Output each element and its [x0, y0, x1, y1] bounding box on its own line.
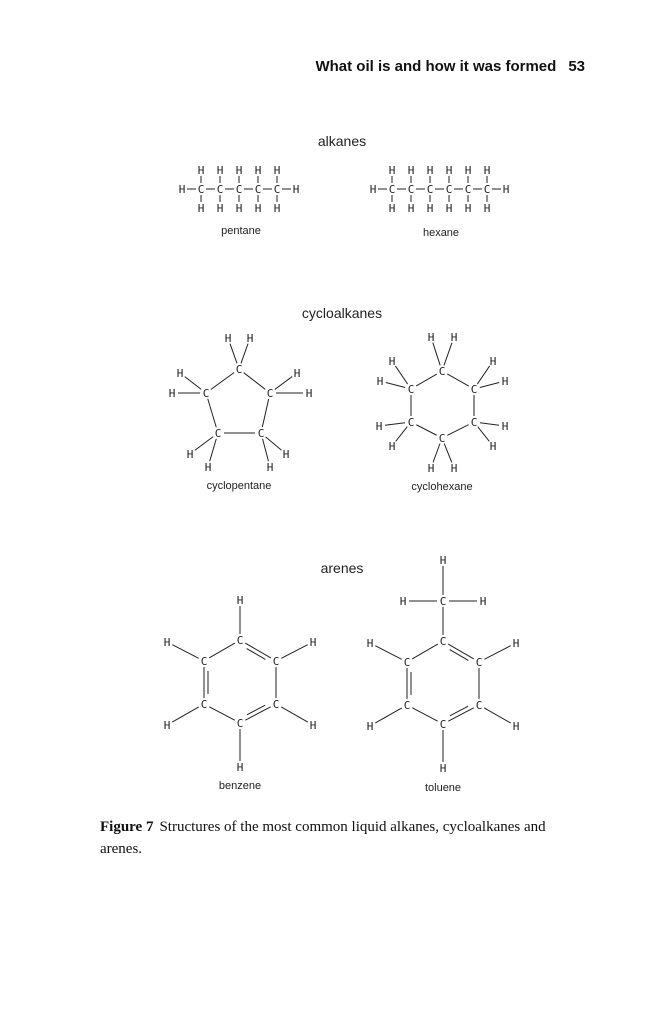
- hydrogen-atom: H: [489, 440, 497, 453]
- bond-line: [209, 707, 234, 720]
- carbon-atom: C: [388, 183, 396, 196]
- hydrogen-atom: H: [246, 332, 254, 345]
- bond-line: [209, 643, 235, 658]
- bond-line: [210, 439, 217, 461]
- bond-line: [447, 374, 469, 386]
- bond-line: [172, 645, 198, 659]
- hydrogen-atom: H: [450, 331, 458, 344]
- bond-line: [281, 707, 308, 722]
- carbon-atom: C: [254, 183, 262, 196]
- bond-line: [395, 366, 407, 384]
- bond-line: [416, 425, 436, 435]
- hydrogen-atom: H: [388, 355, 396, 368]
- bond-line: [444, 444, 452, 463]
- hydrogen-atom: H: [501, 375, 509, 388]
- bond-line: [478, 427, 490, 442]
- hydrogen-atom: H: [445, 164, 453, 177]
- bond-line: [484, 646, 510, 660]
- hydrogen-atom: H: [204, 461, 212, 474]
- hydrogen-atom: H: [483, 164, 491, 177]
- bond-line: [241, 344, 248, 364]
- carbon-atom: C: [403, 656, 411, 669]
- bond-line: [484, 708, 511, 723]
- hydrogen-atom: H: [512, 720, 520, 733]
- hydrogen-atom: H: [439, 762, 447, 775]
- hydrogen-atom: H: [163, 636, 171, 649]
- hydrogen-atom: H: [282, 448, 290, 461]
- bond-line: [262, 399, 268, 427]
- hydrogen-atom: H: [305, 387, 313, 400]
- hydrogen-atom: H: [178, 183, 186, 196]
- carbon-atom: C: [216, 183, 224, 196]
- hydrogen-atom: H: [388, 202, 396, 215]
- hydrogen-atom: H: [426, 164, 434, 177]
- carbon-atom: C: [464, 183, 472, 196]
- hydrogen-atom: H: [483, 202, 491, 215]
- carbon-atom: C: [200, 655, 208, 668]
- hydrogen-atom: H: [450, 462, 458, 475]
- cyclopentane-structure: [169, 332, 313, 474]
- hydrogen-atom: H: [501, 420, 509, 433]
- hydrogen-atom: H: [176, 367, 184, 380]
- bond-line: [208, 399, 217, 428]
- carbon-atom: C: [273, 183, 281, 196]
- carbon-atom: C: [439, 718, 447, 731]
- bond-line: [375, 646, 401, 660]
- carbon-atom: C: [272, 698, 280, 711]
- double-bond-line: [247, 649, 266, 660]
- cyclohexane-structure: [376, 331, 509, 475]
- carbon-atom: C: [214, 427, 222, 440]
- carbon-atom: C: [200, 698, 208, 711]
- carbon-atom: C: [426, 183, 434, 196]
- hydrogen-atom: H: [235, 202, 243, 215]
- hydrogen-atom: H: [445, 202, 453, 215]
- label-toluene: toluene: [424, 782, 462, 794]
- carbon-atom: C: [272, 655, 280, 668]
- bond-line: [433, 444, 440, 463]
- hydrogen-atom: H: [427, 462, 435, 475]
- double-bond-line: [247, 705, 265, 715]
- bond-line: [211, 373, 234, 390]
- running-head-title: What oil is and how it was formed: [315, 58, 557, 75]
- bond-line: [480, 382, 499, 387]
- hydrogen-atom: H: [216, 202, 224, 215]
- carbon-atom: C: [407, 383, 415, 396]
- hydrogen-atom: H: [407, 202, 415, 215]
- hydrogen-atom: H: [427, 331, 435, 344]
- carbon-atom: C: [407, 183, 415, 196]
- hydrogen-atom: H: [168, 387, 176, 400]
- bond-line: [385, 423, 405, 426]
- toluene-structure: [367, 554, 520, 775]
- bond-line: [386, 382, 405, 387]
- hexane-structure: [370, 164, 510, 215]
- caption-label: Figure 7: [100, 819, 154, 835]
- carbon-atom: C: [266, 387, 274, 400]
- hydrogen-atom: H: [369, 183, 377, 196]
- bond-line: [480, 423, 499, 425]
- pentane-structure: [179, 164, 300, 215]
- carbon-atom: C: [235, 183, 243, 196]
- hydrogen-atom: H: [236, 761, 244, 774]
- hydrogen-atom: H: [266, 461, 274, 474]
- label-benzene: benzene: [218, 780, 262, 792]
- hydrogen-atom: H: [197, 202, 205, 215]
- hydrogen-atom: H: [273, 202, 281, 215]
- hydrogen-atom: H: [366, 637, 374, 650]
- hydrogen-atom: H: [489, 355, 497, 368]
- bond-line: [412, 708, 437, 721]
- bond-line: [244, 373, 266, 390]
- hydrogen-atom: H: [407, 164, 415, 177]
- section-arenes: arenes: [320, 560, 364, 576]
- label-cyclohexane: cyclohexane: [411, 481, 473, 493]
- hydrogen-atom: H: [388, 440, 396, 453]
- hydrogen-atom: H: [292, 183, 300, 196]
- hydrogen-atom: H: [186, 448, 194, 461]
- hydrogen-atom: H: [235, 164, 243, 177]
- hydrogen-atom: H: [254, 164, 262, 177]
- page-number: 53: [568, 58, 585, 75]
- carbon-atom: C: [470, 383, 478, 396]
- double-bond-line: [450, 706, 468, 716]
- carbon-atom: C: [202, 387, 210, 400]
- carbon-atom: C: [236, 634, 244, 647]
- hydrogen-atom: H: [376, 375, 384, 388]
- carbon-atom: C: [439, 595, 447, 608]
- carbon-atom: C: [475, 656, 483, 669]
- bond-line: [230, 344, 237, 364]
- hydrogen-atom: H: [163, 719, 171, 732]
- bond-line: [245, 643, 271, 658]
- bond-line: [281, 645, 307, 659]
- bond-line: [275, 377, 292, 390]
- hydrogen-atom: H: [293, 367, 301, 380]
- hydrogen-atom: H: [224, 332, 232, 345]
- hydrogen-atom: H: [388, 164, 396, 177]
- benzene-structure: [164, 594, 317, 774]
- carbon-atom: C: [470, 416, 478, 429]
- hydrogen-atom: H: [502, 183, 510, 196]
- label-hexane: hexane: [422, 227, 460, 239]
- bond-line: [396, 427, 408, 442]
- carbon-atom: C: [407, 416, 415, 429]
- hydrogen-atom: H: [375, 420, 383, 433]
- carbon-atom: C: [438, 365, 446, 378]
- label-cyclopentane: cyclopentane: [206, 480, 272, 492]
- hydrogen-atom: H: [479, 595, 487, 608]
- hydrogen-atom: H: [464, 202, 472, 215]
- bond-line: [266, 437, 282, 450]
- bond-line: [447, 425, 468, 436]
- hydrogen-atom: H: [309, 719, 317, 732]
- hydrogen-atom: H: [236, 594, 244, 607]
- carbon-atom: C: [483, 183, 491, 196]
- carbon-atom: C: [439, 635, 447, 648]
- hydrogen-atom: H: [512, 637, 520, 650]
- carbon-atom: C: [403, 699, 411, 712]
- hydrogen-atom: H: [216, 164, 224, 177]
- bond-line: [412, 644, 438, 659]
- bond-line: [448, 644, 474, 659]
- carbon-atom: C: [197, 183, 205, 196]
- hydrogen-atom: H: [197, 164, 205, 177]
- bond-line: [433, 343, 440, 366]
- carbon-atom: C: [438, 432, 446, 445]
- figure-caption: [100, 816, 590, 860]
- bond-line: [416, 374, 437, 386]
- bond-line: [172, 707, 199, 722]
- bond-line: [263, 439, 269, 461]
- carbon-atom: C: [236, 717, 244, 730]
- hydrogen-atom: H: [273, 164, 281, 177]
- hydrogen-atom: H: [254, 202, 262, 215]
- carbon-atom: C: [235, 363, 243, 376]
- bond-line: [444, 343, 452, 366]
- carbon-atom: C: [475, 699, 483, 712]
- hydrogen-atom: H: [366, 720, 374, 733]
- section-cycloalkanes: cycloalkanes: [301, 305, 383, 321]
- carbon-atom: C: [445, 183, 453, 196]
- bond-line: [185, 377, 201, 390]
- double-bond-line: [450, 650, 469, 661]
- hydrogen-atom: H: [309, 636, 317, 649]
- hydrogen-atom: H: [439, 554, 447, 567]
- bond-line: [375, 708, 402, 723]
- bond-line: [195, 437, 213, 451]
- hydrogen-atom: H: [464, 164, 472, 177]
- hydrogen-atom: H: [426, 202, 434, 215]
- label-pentane: pentane: [221, 225, 261, 237]
- hydrogen-atom: H: [399, 595, 407, 608]
- section-alkanes: alkanes: [317, 133, 367, 149]
- bond-line: [477, 366, 489, 384]
- caption-text: Structures of the most common liquid alkanes, cycloalkanes and arenes.: [100, 819, 546, 857]
- carbon-atom: C: [257, 427, 265, 440]
